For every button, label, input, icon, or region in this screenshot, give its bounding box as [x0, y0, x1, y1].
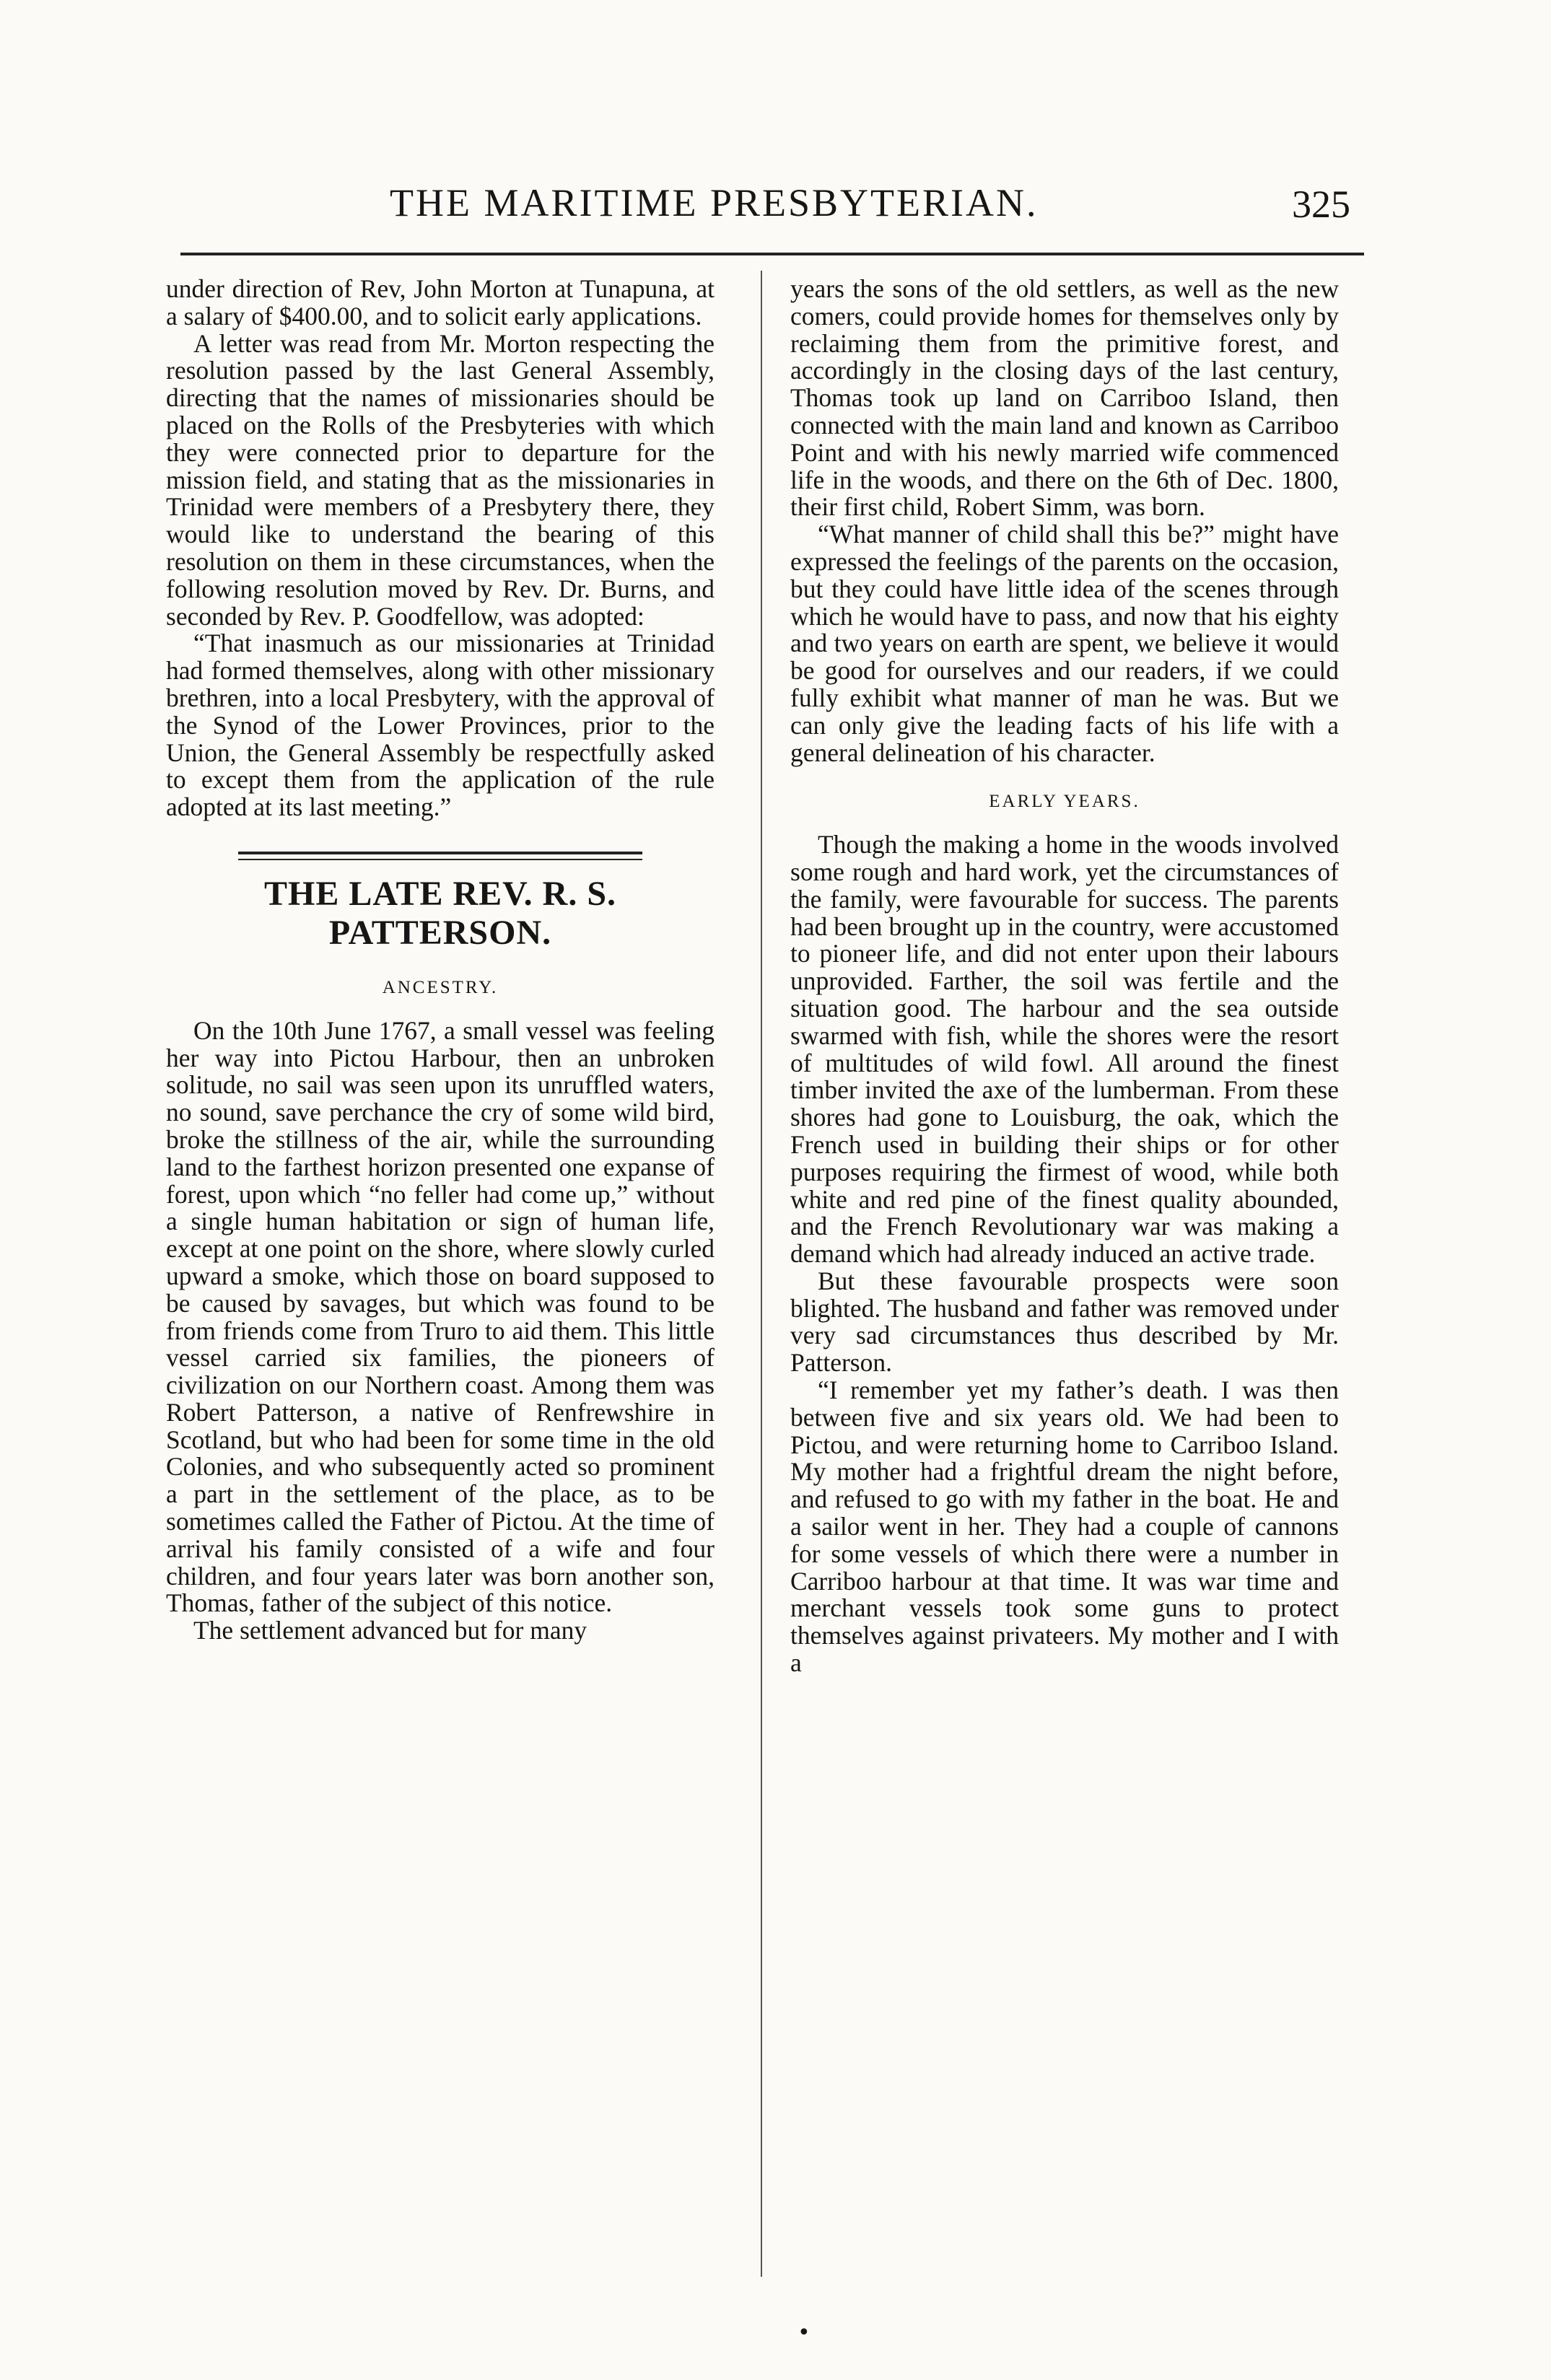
section-heading-early-years: EARLY YEARS.	[989, 792, 1140, 812]
right-column	[790, 276, 1339, 1677]
paragraph: years the sons of the old settlers, as well as the new comers, could provide homes for themselves only by reclaiming them from the primitive forest, and accordingly in the closing days of the last century, Thomas took up land on Carriboo Island, then connected with the main land and known as Carriboo Point and with his newly married wife commenced life in the woods, and there on the 6th of Dec. 1800, their first child, Robert Simm, was born.	[790, 274, 1339, 522]
section-divider	[238, 852, 642, 854]
paragraph: A letter was read from Mr. Morton respecting the resolution passed by the last General Assembly, directing that the names of missionaries should be placed on the Rolls of the Presbyteries with which they were connected prior to departure for the mission field, and stating that as the missionaries in Trinidad were members of a Presbytery there, they would like to understand the bearing of this resolution on them in these circumstances, when the following resolution moved by Rev. Dr. Burns, and seconded by Rev. P. Goodfellow, was adopted:	[166, 328, 715, 631]
column-divider	[761, 271, 762, 2277]
section-heading-ancestry: ANCESTRY.	[382, 977, 499, 997]
page-number: 325	[1292, 183, 1350, 226]
running-title: THE MARITIME PRESBYTERIAN.	[390, 181, 1039, 224]
paragraph: Though the making a home in the woods involved some rough and hard work, yet the circumstances of the family, were favourable for success. The parents had been brought up in the country, were accustomed to pioneer life, and did not enter upon their labours unprovided. Farther, the soil was fertile and the situation good. The harbour and the sea outside swarmed with fish, while the shores were the resort of multitudes of wild fowl. All around the finest timber invited the axe of the lumberman. From these shores had gone to Louisburg, the oak, which the French used in building their ships or for other purposes requiring the firmest of wood, while both white and red pine of the finest quality abounded, and the French Revolutionary war was making a demand which had already induced an active trade.	[790, 830, 1339, 1269]
paragraph: under direction of Rev, John Morton at Tunapuna, at a salary of $400.00, and to solicit early applications.	[166, 274, 715, 331]
paragraph: But these favourable prospects were soon blighted. The husband and father was removed under very sad circumstances thus described by Mr. Patterson.	[790, 1266, 1339, 1378]
paragraph: The settlement advanced but for many	[193, 1616, 587, 1645]
quoted-recollection: “I remember yet my father’s death. I was then between five and six years old. We had been to Pictou, and were returning home to Carriboo Island. My mother had a frightful dream the night before, and refused to go with my father in the boat. He and a sailor went in her. They had a couple of cannons for some vessels of which there were a number in Carriboo harbour at that time. It was war time and merchant vessels took some guns to protect themselves against privateers. My mother and I with a	[790, 1375, 1339, 1678]
section-divider-thin	[238, 859, 642, 860]
page-header	[0, 180, 1551, 238]
left-column	[166, 276, 715, 1645]
article-title: THE LATE REV. R. S. PATTERSON.	[263, 874, 617, 952]
paragraph: On the 10th June 1767, a small vessel was feeling her way into Pictou Harbour, then an unbroken solitude, no sail was seen upon its unruffled waters, no sound, save perchance the cry of some wild bird, broke the stillness of the air, while the surrounding land to the farthest horizon presented one expanse of forest, upon which “no feller had come up,” without a single human habitation or sign of human life, except at one point on the shore, where slowly curled upward a smoke, which those on board supposed to be caused by savages, but which was found to be from friends come from Truro to aid them. This little vessel carried six families, the pioneers of civilization on our Northern coast. Among them was Robert Patterson, a native of Renfrewshire in Scotland, but who had been for some time in the old Colonies, and who subsequently acted so prominent a part in the settlement of the place, as to be sometimes called the Father of Pictou. At the time of arrival his family consisted of a wife and four children, and four years later was born another son, Thomas, father of the subject of this notice.	[166, 1015, 715, 1618]
footer-mark: •	[798, 2320, 811, 2345]
paragraph: “What manner of child shall this be?” might have expressed the feelings of the parents on the occasion, but they could have little idea of the scenes through which he would have to pass, and now that his eighty and two years on earth are spent, we believe it would be good for ourselves and our readers, if we could fully exhibit what manner of man he was. But we can only give the leading facts of his life with a general delineation of his character.	[790, 520, 1339, 767]
header-rule	[180, 253, 1364, 255]
resolution-quote: “That inasmuch as our missionaries at Trinidad had formed themselves, along with other missionary brethren, into a local Presbytery, with the approval of the Synod of the Lower Provinces, prior to the Union, the General Assembly be respectfully asked to except them from the application of the rule adopted at its last meeting.”	[166, 629, 715, 822]
